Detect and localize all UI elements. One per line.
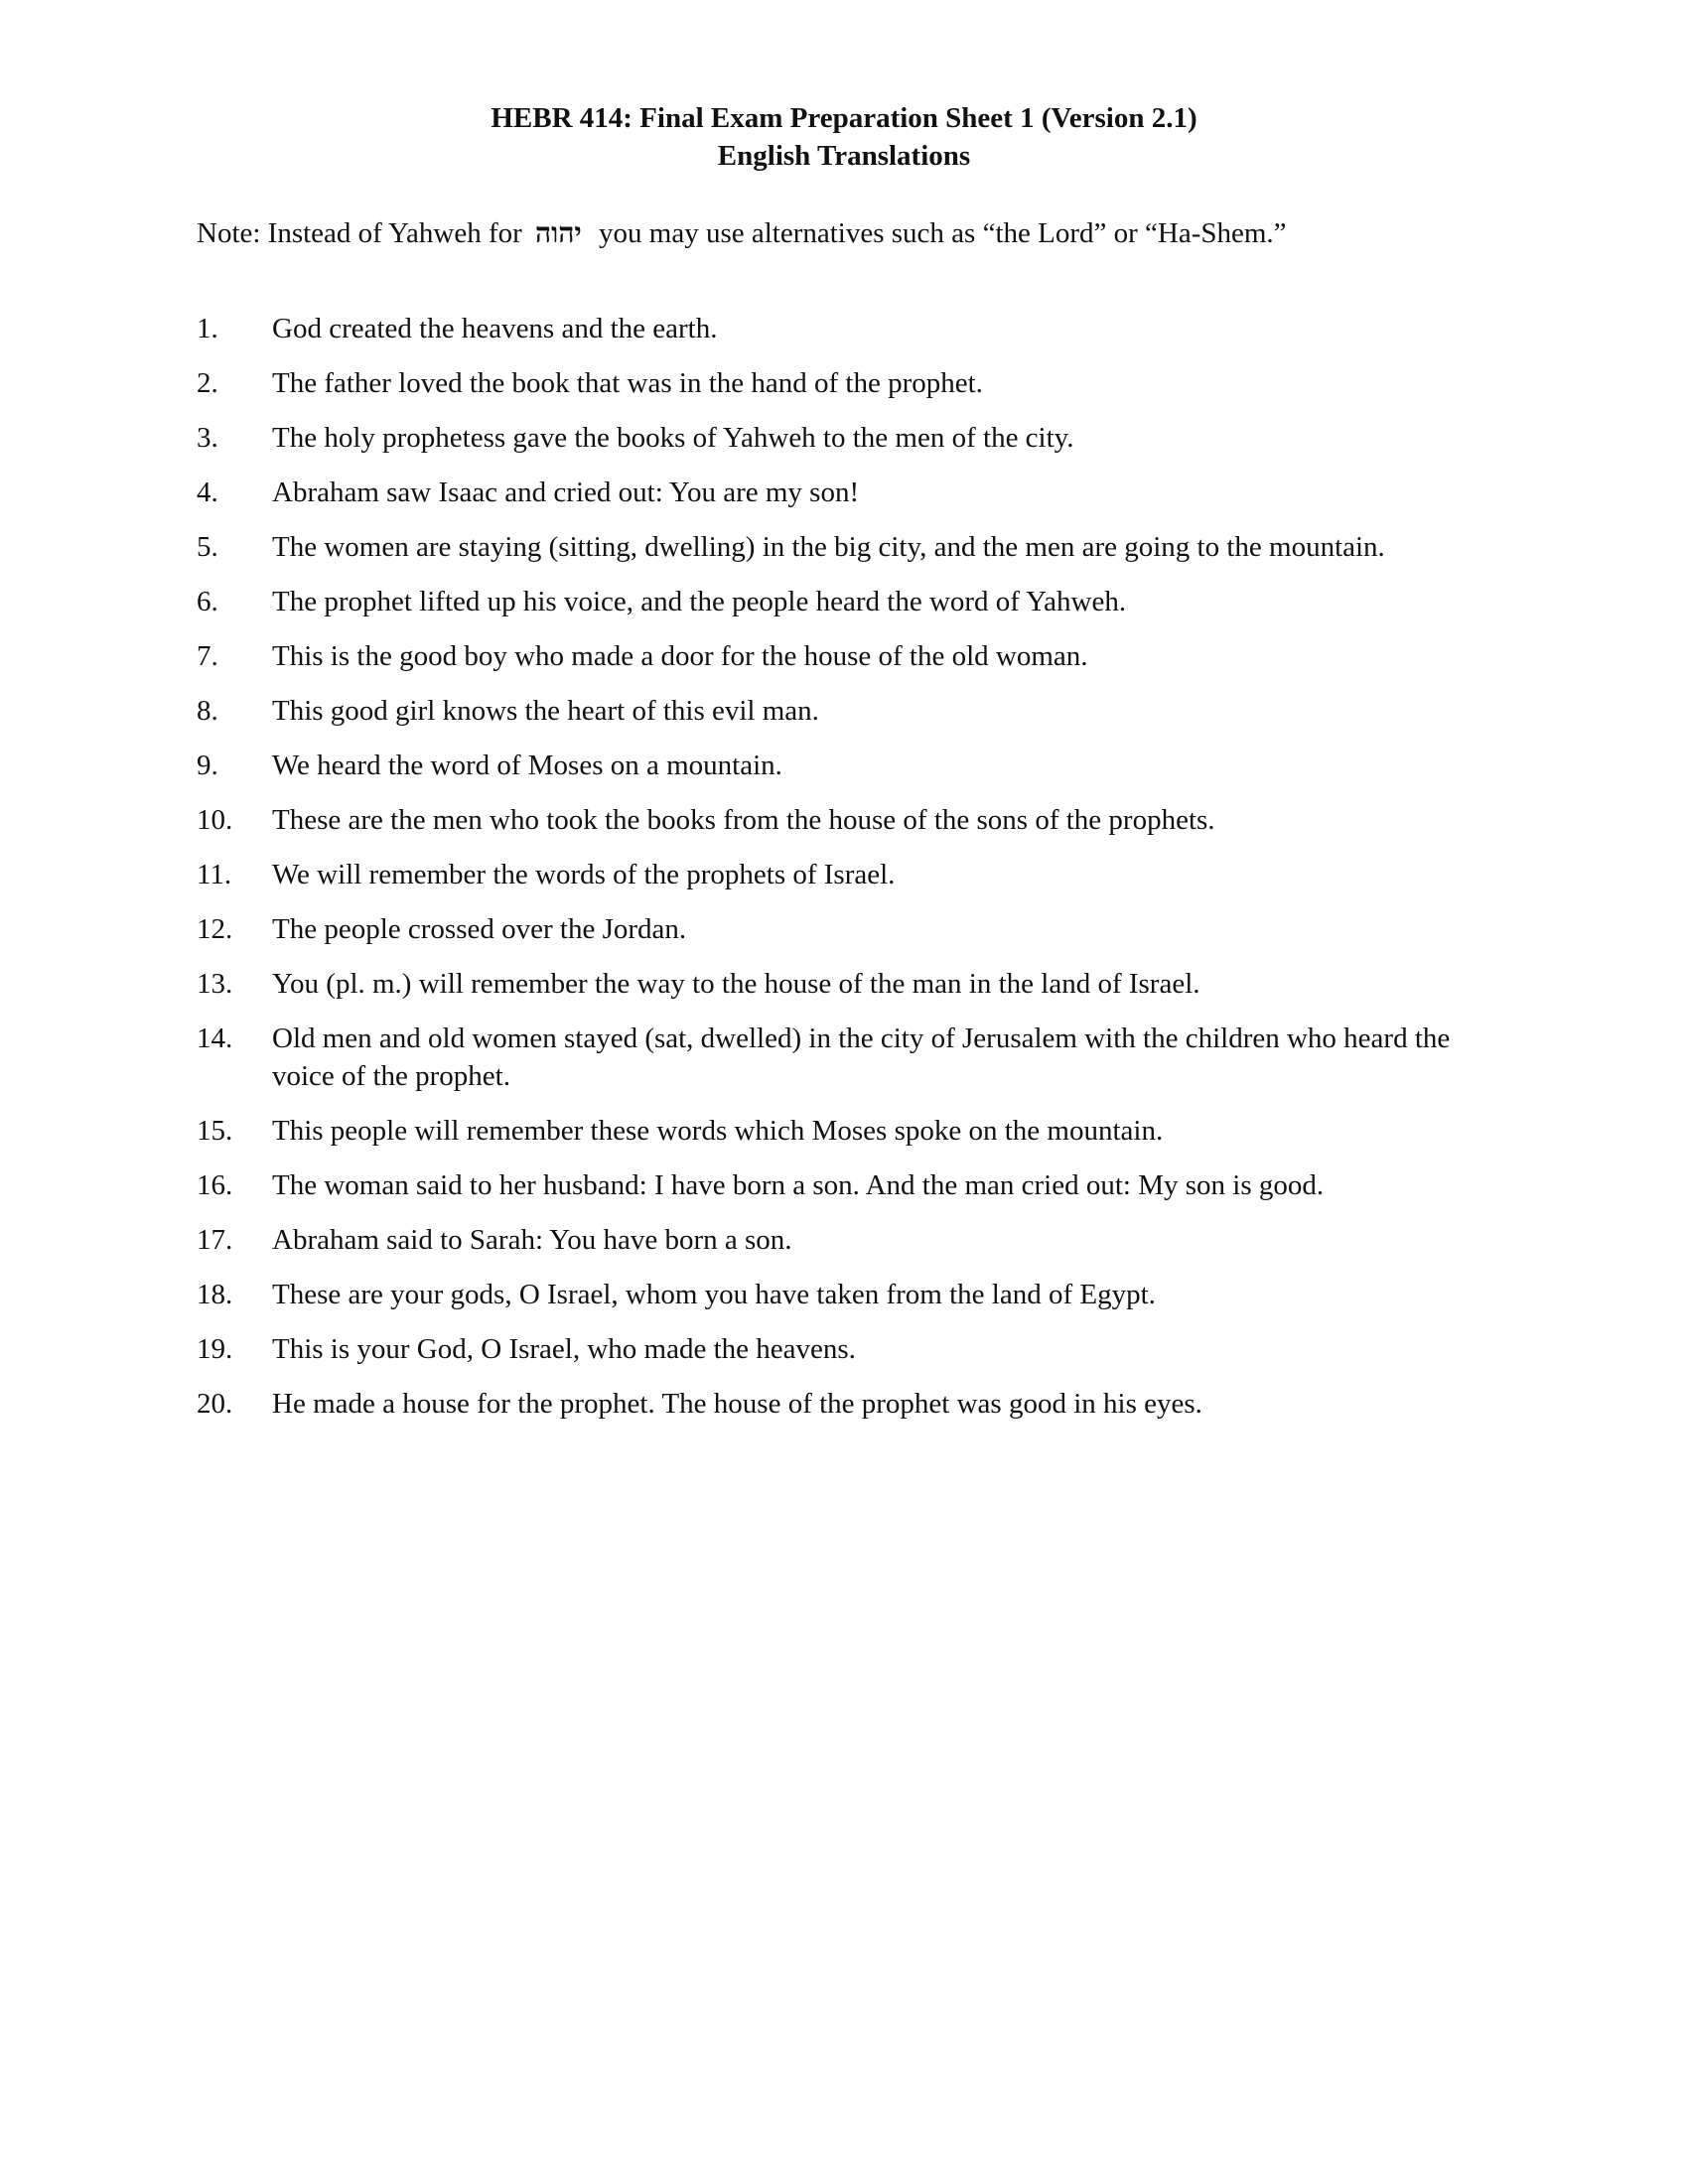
hebrew-divine-name: יהוה xyxy=(535,216,582,249)
document-subtitle: English Translations xyxy=(717,140,971,172)
list-item xyxy=(197,583,1507,620)
item-number: 10. xyxy=(197,804,233,836)
item-text: The father loved the book that was in the hand of the prophet. xyxy=(272,367,983,399)
list-item xyxy=(197,474,1507,511)
item-text: These are your gods, O Israel, whom you have taken from the land of Egypt. xyxy=(272,1279,1156,1310)
note-prefix: Note: Instead of Yahweh for xyxy=(197,217,522,249)
note-suffix: you may use alternatives such as “the Lord” or “Ha-Shem.” xyxy=(599,217,1287,249)
item-text: We heard the word of Moses on a mountain. xyxy=(272,750,782,781)
item-text: The holy prophetess gave the books of Yahweh to the men of the city. xyxy=(272,422,1074,454)
item-number: 7. xyxy=(197,640,218,672)
item-text: The woman said to her husband: I have born a son. And the man cried out: My son is good. xyxy=(272,1169,1325,1201)
item-text: Abraham said to Sarah: You have born a son. xyxy=(272,1224,792,1256)
item-text: The people crossed over the Jordan. xyxy=(272,913,687,945)
item-number: 3. xyxy=(197,422,218,454)
item-text: God created the heavens and the earth. xyxy=(272,313,718,344)
list-item xyxy=(197,910,1507,948)
item-text: Abraham saw Isaac and cried out: You are my son! xyxy=(272,477,860,508)
list-item xyxy=(197,1221,1507,1259)
item-number: 12. xyxy=(197,913,233,945)
item-number: 13. xyxy=(197,968,233,1000)
list-item xyxy=(197,1020,1507,1095)
item-text: We will remember the words of the prophets of Israel. xyxy=(272,859,896,890)
list-item xyxy=(197,801,1507,839)
item-text: Old men and old women stayed (sat, dwelled) in the city of Jerusalem with the children who heard the voice of the prophet. xyxy=(272,1023,1451,1092)
item-text: This good girl knows the heart of this evil man. xyxy=(272,695,819,727)
item-number: 6. xyxy=(197,586,218,617)
list-item xyxy=(197,856,1507,893)
item-number: 9. xyxy=(197,750,218,781)
item-text: You (pl. m.) will remember the way to the house of the man in the land of Israel. xyxy=(272,968,1200,1000)
document-header xyxy=(0,99,1688,175)
list-item xyxy=(197,419,1507,457)
list-item xyxy=(197,692,1507,730)
item-number: 1. xyxy=(197,313,218,344)
item-text: This people will remember these words which Moses spoke on the mountain. xyxy=(272,1115,1164,1147)
item-text: These are the men who took the books from the house of the sons of the prophets. xyxy=(272,804,1215,836)
list-item xyxy=(197,747,1507,784)
item-text: He made a house for the prophet. The house of the prophet was good in his eyes. xyxy=(272,1388,1202,1420)
list-item xyxy=(197,1166,1507,1204)
item-text: This is your God, O Israel, who made the heavens. xyxy=(272,1333,856,1365)
list-item xyxy=(197,1112,1507,1150)
list-item xyxy=(197,965,1507,1003)
list-item xyxy=(197,364,1507,402)
item-text: This is the good boy who made a door for the house of the old woman. xyxy=(272,640,1088,672)
item-text: The prophet lifted up his voice, and the people heard the word of Yahweh. xyxy=(272,586,1127,617)
item-number: 2. xyxy=(197,367,218,399)
item-number: 5. xyxy=(197,531,218,563)
list-item xyxy=(197,1385,1507,1423)
item-number: 18. xyxy=(197,1279,233,1310)
item-number: 11. xyxy=(197,859,232,890)
list-item xyxy=(197,1330,1507,1368)
translation-list xyxy=(197,310,1507,1439)
document-title: HEBR 414: Final Exam Preparation Sheet 1 (Version 2.1) xyxy=(491,102,1197,134)
item-text: The women are staying (sitting, dwelling) in the big city, and the men are going to the mountain. xyxy=(272,531,1385,563)
item-number: 20. xyxy=(197,1388,233,1420)
item-number: 8. xyxy=(197,695,218,727)
item-number: 16. xyxy=(197,1169,233,1201)
item-number: 14. xyxy=(197,1023,233,1054)
list-item xyxy=(197,1276,1507,1313)
item-number: 17. xyxy=(197,1224,233,1256)
item-number: 4. xyxy=(197,477,218,508)
item-number: 19. xyxy=(197,1333,233,1365)
list-item xyxy=(197,528,1507,566)
list-item xyxy=(197,310,1507,347)
item-number: 15. xyxy=(197,1115,233,1147)
note-paragraph xyxy=(197,214,1507,252)
list-item xyxy=(197,637,1507,675)
